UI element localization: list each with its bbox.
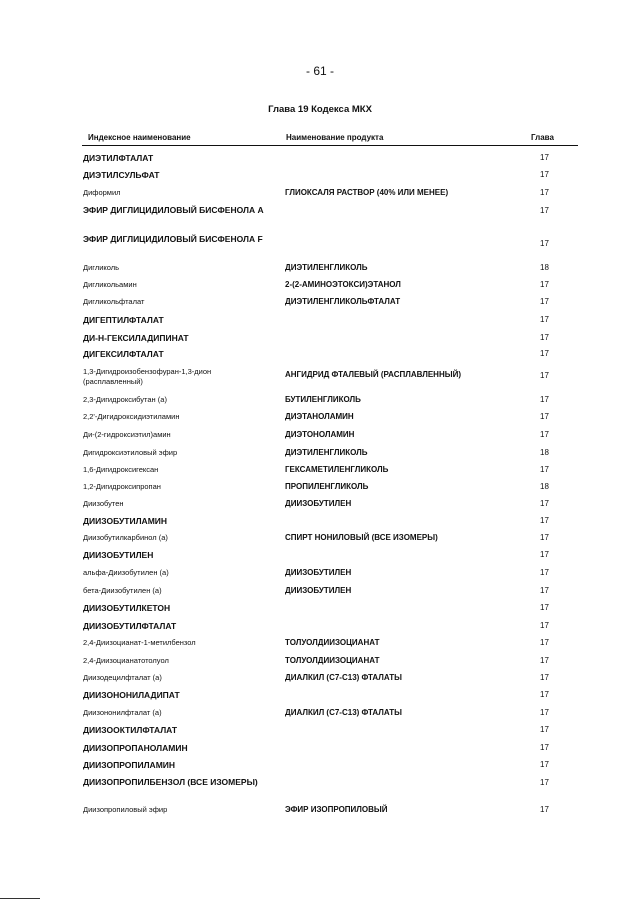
index-name-cell: 2,4-Диизоцианат-1-метилбензол — [83, 638, 196, 647]
chapter-cell: 17 — [540, 533, 549, 542]
product-name-cell: ДИЭТАНОЛАМИН — [285, 412, 354, 421]
chapter-cell: 17 — [540, 206, 549, 215]
header-chapter: Глава — [531, 133, 554, 142]
chapter-cell: 17 — [540, 170, 549, 179]
chapter-cell: 17 — [540, 465, 549, 474]
index-name-cell: Дигликоль — [83, 263, 120, 272]
chapter-cell: 17 — [540, 349, 549, 358]
chapter-cell: 17 — [540, 690, 549, 699]
chapter-cell: 17 — [540, 516, 549, 525]
index-name-cell: ДИИЗОПРОПИЛБЕНЗОЛ (ВСЕ ИЗОМЕРЫ) — [83, 777, 258, 787]
index-name-cell: ДИ-Н-ГЕКСИЛАДИПИНАТ — [83, 333, 189, 343]
chapter-cell: 17 — [540, 412, 549, 421]
product-name-cell: ЭФИР ИЗОПРОПИЛОВЫЙ — [285, 805, 388, 814]
chapter-cell: 17 — [540, 239, 549, 248]
chapter-cell: 17 — [540, 725, 549, 734]
product-name-cell: ДИИЗОБУТИЛЕН — [285, 499, 352, 508]
index-name-cell: Дигликольамин — [83, 280, 137, 289]
index-name-cell: Диформил — [83, 188, 121, 197]
product-name-cell: ДИИЗОБУТИЛЕН — [285, 568, 352, 577]
product-name-cell: ДИЭТОНОЛАМИН — [285, 430, 355, 439]
index-name-cell: Диизопропиловый эфир — [83, 805, 168, 814]
chapter-cell: 17 — [540, 673, 549, 682]
chapter-cell: 17 — [540, 280, 549, 289]
index-name-cell: 2,2'-Дигидроксидиэтиламин — [83, 412, 180, 421]
index-name-cell: ДИИЗОБУТИЛКЕТОН — [83, 603, 171, 613]
chapter-cell: 17 — [540, 656, 549, 665]
chapter-cell: 18 — [540, 263, 549, 272]
chapter-cell: 17 — [540, 371, 549, 380]
chapter-cell: 17 — [540, 188, 549, 197]
product-name-cell: ДИЭТИЛЕНГЛИКОЛЬФТАЛАТ — [285, 297, 401, 306]
index-name-cell: ДИИЗООКТИЛФТАЛАТ — [83, 725, 178, 735]
chapter-cell: 17 — [540, 153, 549, 162]
index-name-cell: ДИЭТИЛФТАЛАТ — [83, 153, 154, 163]
product-name-cell: БУТИЛЕНГЛИКОЛЬ — [285, 395, 361, 404]
index-name-cell: 1,2-Дигидроксипропан — [83, 482, 161, 491]
chapter-cell: 17 — [540, 499, 549, 508]
index-name-cell: ДИИЗОБУТИЛФТАЛАТ — [83, 621, 177, 631]
index-name-cell: ДИИЗОБУТИЛАМИН — [83, 516, 168, 526]
chapter-cell: 17 — [540, 315, 549, 324]
chapter-cell: 17 — [540, 430, 549, 439]
product-name-cell: ТОЛУОЛДИИЗОЦИАНАТ — [285, 638, 380, 647]
index-name-cell: ДИИЗОБУТИЛЕН — [83, 550, 154, 560]
chapter-cell: 17 — [540, 550, 549, 559]
product-name-cell: ПРОПИЛЕНГЛИКОЛЬ — [285, 482, 369, 491]
index-name-cell: 1,6-Дигидроксигексан — [83, 465, 159, 474]
chapter-cell: 17 — [540, 638, 549, 647]
index-name-cell: ДИГЕКСИЛФТАЛАТ — [83, 349, 164, 359]
product-name-cell: ДИЭТИЛЕНГЛИКОЛЬ — [285, 448, 368, 457]
index-name-cell: ЭФИР ДИГЛИЦИДИЛОВЫЙ БИСФЕНОЛА A — [83, 205, 264, 215]
index-name-cell: ДИИЗОПРОПАНОЛАМИН — [83, 743, 188, 753]
index-name-cell: альфа-Диизобутилен (а) — [83, 568, 169, 577]
chapter-cell: 17 — [540, 603, 549, 612]
product-name-cell: 2-(2-АМИНОЭТОКСИ)ЭТАНОЛ — [285, 280, 401, 289]
index-name-cell: ДИЭТИЛСУЛЬФАТ — [83, 170, 160, 180]
product-name-cell: ТОЛУОЛДИИЗОЦИАНАТ — [285, 656, 380, 665]
chapter-cell: 17 — [540, 621, 549, 630]
index-name-cell: Диизононилфталат (а) — [83, 708, 162, 717]
product-name-cell: ГЕКСАМЕТИЛЕНГЛИКОЛЬ — [285, 465, 389, 474]
product-name-cell: ДИЭТИЛЕНГЛИКОЛЬ — [285, 263, 368, 272]
index-name-cell: 2,3-Дигидроксибутан (а) — [83, 395, 167, 404]
chapter-cell: 17 — [540, 805, 549, 814]
chapter-cell: 17 — [540, 568, 549, 577]
chapter-cell: 17 — [540, 586, 549, 595]
index-name-cell: ЭФИР ДИГЛИЦИДИЛОВЫЙ БИСФЕНОЛА F — [83, 234, 263, 244]
index-name-cell: Дигликольфталат — [83, 297, 145, 306]
chapter-cell: 17 — [540, 333, 549, 342]
index-name-cell: Ди-(2-гидроксиэтил)амин — [83, 430, 171, 439]
chapter-cell: 18 — [540, 448, 549, 457]
product-name-cell: СПИРТ НОНИЛОВЫЙ (ВСЕ ИЗОМЕРЫ) — [285, 533, 438, 542]
chapter-cell: 17 — [540, 395, 549, 404]
page-number: - 61 - — [305, 64, 334, 78]
index-name-cell: 2,4-Диизоцианатотолуол — [83, 656, 169, 665]
page-edge-mark — [0, 898, 40, 899]
chapter-cell: 17 — [540, 708, 549, 717]
chapter-cell: 17 — [540, 778, 549, 787]
index-name-cell: ДИИЗОПРОПИЛАМИН — [83, 760, 176, 770]
chapter-title: Глава 19 Кодекса МКХ — [268, 104, 372, 115]
product-name-cell: ДИАЛКИЛ (C7-C13) ФТАЛАТЫ — [285, 673, 403, 682]
index-name-cell: бета-Диизобутилен (а) — [83, 586, 162, 595]
chapter-cell: 17 — [540, 760, 549, 769]
chapter-cell: 18 — [540, 482, 549, 491]
product-name-cell: АНГИДРИД ФТАЛЕВЫЙ (РАСПЛАВЛЕННЫЙ) — [285, 370, 461, 379]
index-name-cell: Диизобутен — [83, 499, 124, 508]
header-index-name: Индексное наименование — [88, 133, 191, 142]
product-name-cell: ДИИЗОБУТИЛЕН — [285, 586, 352, 595]
header-product-name: Наименование продукта — [286, 133, 384, 142]
chapter-cell: 17 — [540, 297, 549, 306]
product-name-cell: ГЛИОКСАЛЯ РАСТВОР (40% ИЛИ МЕНЕЕ) — [285, 188, 449, 197]
index-name-cell: Диизобутилкарбинол (а) — [83, 533, 168, 542]
product-name-cell: ДИАЛКИЛ (C7-C13) ФТАЛАТЫ — [285, 708, 403, 717]
chapter-cell: 17 — [540, 743, 549, 752]
index-name-cell: ДИГЕПТИЛФТАЛАТ — [83, 315, 164, 325]
index-name-cell: Диизодецилфталат (а) — [83, 673, 162, 682]
index-name-cell: ДИИЗОНОНИЛАДИПАТ — [83, 690, 180, 700]
index-name-cell: Дигидроксиэтиловый эфир — [83, 448, 178, 457]
index-name-cell: 1,3-Дигидроизобензофуран-1,3-дион (расплавленный) — [83, 367, 212, 386]
